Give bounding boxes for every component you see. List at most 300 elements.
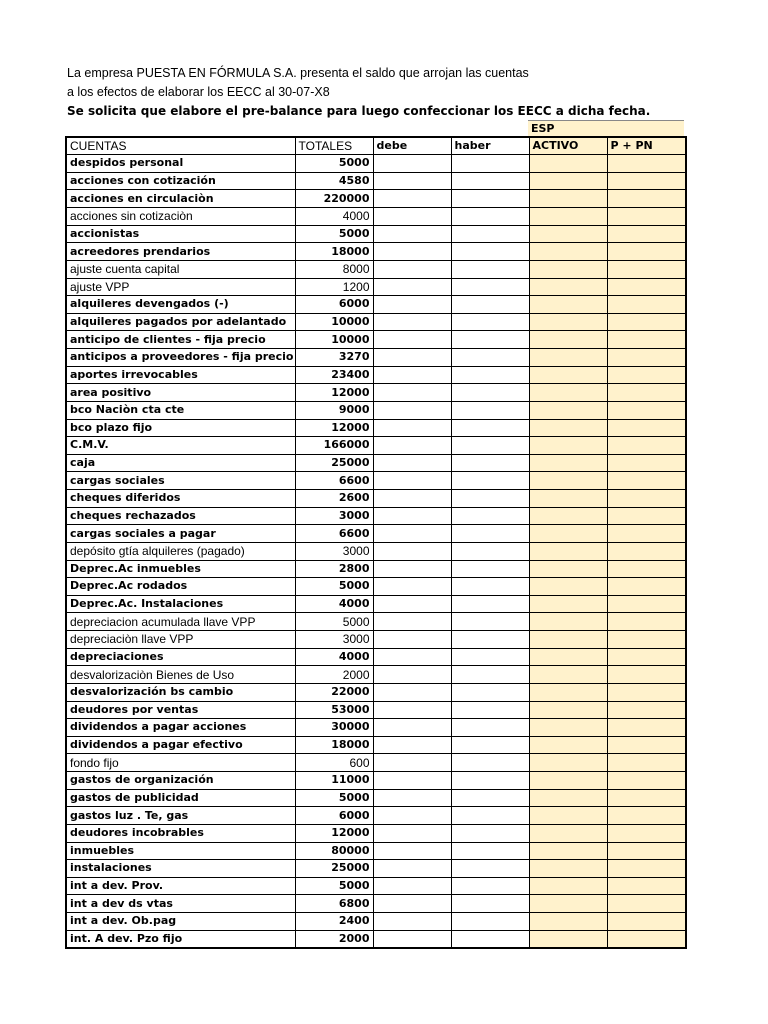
debe-cell[interactable] (373, 736, 451, 754)
activo-cell[interactable] (529, 930, 607, 948)
ppn-cell[interactable] (607, 401, 686, 419)
account-name-cell[interactable]: int a dev. Prov. (66, 877, 295, 895)
table-row (66, 842, 686, 860)
debe-cell[interactable] (373, 683, 451, 701)
total-cell[interactable]: 600 (295, 754, 373, 772)
ppn-cell[interactable] (607, 631, 686, 649)
haber-cell[interactable] (451, 331, 529, 349)
activo-cell[interactable] (529, 507, 607, 525)
account-name-cell[interactable]: acciones en circulaciòn (66, 190, 295, 208)
ppn-cell[interactable] (607, 913, 686, 931)
ppn-cell[interactable] (607, 701, 686, 719)
haber-cell[interactable] (451, 190, 529, 208)
account-name-cell[interactable]: dividendos a pagar acciones (66, 719, 295, 737)
account-name-cell[interactable]: bco plazo fijo (66, 419, 295, 437)
total-cell[interactable]: 10000 (295, 331, 373, 349)
activo-cell[interactable] (529, 454, 607, 472)
haber-cell[interactable] (451, 296, 529, 314)
total-cell[interactable]: 12000 (295, 824, 373, 842)
ppn-cell[interactable] (607, 666, 686, 684)
debe-cell[interactable] (373, 172, 451, 190)
haber-cell[interactable] (451, 754, 529, 772)
table-row (66, 507, 686, 525)
intro-line-1: La empresa PUESTA EN FÓRMULA S.A. presenta el saldo que arrojan las cuentas (67, 66, 529, 80)
table-row (66, 542, 686, 560)
ppn-cell[interactable] (607, 772, 686, 790)
account-name-cell[interactable]: fondo fijo (66, 754, 295, 772)
total-cell[interactable]: 8000 (295, 260, 373, 278)
debe-cell[interactable] (373, 454, 451, 472)
activo-cell[interactable] (529, 719, 607, 737)
activo-cell[interactable] (529, 736, 607, 754)
table-row (66, 719, 686, 737)
account-name-cell[interactable]: accionistas (66, 225, 295, 243)
table-row (66, 895, 686, 913)
table-row (66, 296, 686, 314)
table-row (66, 913, 686, 931)
ppn-cell[interactable] (607, 842, 686, 860)
debe-cell[interactable] (373, 331, 451, 349)
table-row (66, 437, 686, 455)
ppn-cell[interactable] (607, 683, 686, 701)
header-haber[interactable]: haber (451, 137, 529, 155)
account-name-cell[interactable]: desvalorizaciòn Bienes de Uso (66, 666, 295, 684)
account-name-cell[interactable]: deudores por ventas (66, 701, 295, 719)
haber-cell[interactable] (451, 366, 529, 384)
total-cell[interactable]: 22000 (295, 683, 373, 701)
total-cell[interactable]: 5000 (295, 155, 373, 173)
activo-cell[interactable] (529, 613, 607, 631)
haber-cell[interactable] (451, 877, 529, 895)
haber-cell[interactable] (451, 701, 529, 719)
header-debe[interactable]: debe (373, 137, 451, 155)
ppn-cell[interactable] (607, 930, 686, 948)
activo-cell[interactable] (529, 313, 607, 331)
header-activo[interactable]: ACTIVO (529, 137, 607, 155)
haber-cell[interactable] (451, 384, 529, 402)
haber-cell[interactable] (451, 631, 529, 649)
haber-cell[interactable] (451, 772, 529, 790)
account-name-cell[interactable]: dividendos a pagar efectivo (66, 736, 295, 754)
account-name-cell[interactable]: ajuste VPP (66, 278, 295, 296)
account-name-cell[interactable]: depreciacion acumulada llave VPP (66, 613, 295, 631)
activo-cell[interactable] (529, 631, 607, 649)
debe-cell[interactable] (373, 613, 451, 631)
haber-cell[interactable] (451, 401, 529, 419)
ppn-cell[interactable] (607, 736, 686, 754)
debe-cell[interactable] (373, 349, 451, 367)
ppn-cell[interactable] (607, 860, 686, 878)
account-name-cell[interactable]: alquileres devengados (-) (66, 296, 295, 314)
debe-cell[interactable] (373, 789, 451, 807)
total-cell[interactable]: 220000 (295, 190, 373, 208)
total-cell[interactable]: 2000 (295, 930, 373, 948)
total-cell[interactable]: 10000 (295, 313, 373, 331)
table-row (66, 172, 686, 190)
debe-cell[interactable] (373, 296, 451, 314)
activo-cell[interactable] (529, 243, 607, 261)
total-cell[interactable]: 6600 (295, 472, 373, 490)
ppn-cell[interactable] (607, 719, 686, 737)
activo-cell[interactable] (529, 525, 607, 543)
total-cell[interactable]: 18000 (295, 736, 373, 754)
debe-cell[interactable] (373, 278, 451, 296)
ppn-cell[interactable] (607, 578, 686, 596)
debe-cell[interactable] (373, 860, 451, 878)
ppn-cell[interactable] (607, 366, 686, 384)
account-name-cell[interactable]: gastos de publicidad (66, 789, 295, 807)
activo-cell[interactable] (529, 419, 607, 437)
total-cell[interactable]: 3000 (295, 542, 373, 560)
haber-cell[interactable] (451, 595, 529, 613)
haber-cell[interactable] (451, 789, 529, 807)
total-cell[interactable]: 1200 (295, 278, 373, 296)
debe-cell[interactable] (373, 701, 451, 719)
ppn-cell[interactable] (607, 155, 686, 173)
haber-cell[interactable] (451, 860, 529, 878)
total-cell[interactable]: 9000 (295, 401, 373, 419)
account-name-cell[interactable]: gastos luz . Te, gas (66, 807, 295, 825)
account-name-cell[interactable]: cargas sociales a pagar (66, 525, 295, 543)
header-ppn[interactable]: P + PN (607, 137, 686, 155)
total-cell[interactable]: 4580 (295, 172, 373, 190)
debe-cell[interactable] (373, 260, 451, 278)
ppn-cell[interactable] (607, 419, 686, 437)
total-cell[interactable]: 5000 (295, 613, 373, 631)
haber-cell[interactable] (451, 560, 529, 578)
total-cell[interactable]: 3000 (295, 631, 373, 649)
activo-cell[interactable] (529, 401, 607, 419)
total-cell[interactable]: 80000 (295, 842, 373, 860)
haber-cell[interactable] (451, 490, 529, 508)
account-name-cell[interactable]: alquileres pagados por adelantado (66, 313, 295, 331)
haber-cell[interactable] (451, 525, 529, 543)
ppn-cell[interactable] (607, 648, 686, 666)
account-name-cell[interactable]: area positivo (66, 384, 295, 402)
debe-cell[interactable] (373, 560, 451, 578)
debe-cell[interactable] (373, 842, 451, 860)
total-cell[interactable]: 166000 (295, 437, 373, 455)
esp-header: ESP (528, 120, 684, 136)
debe-cell[interactable] (373, 542, 451, 560)
ppn-cell[interactable] (607, 349, 686, 367)
ppn-cell[interactable] (607, 454, 686, 472)
debe-cell[interactable] (373, 243, 451, 261)
activo-cell[interactable] (529, 666, 607, 684)
activo-cell[interactable] (529, 877, 607, 895)
haber-cell[interactable] (451, 172, 529, 190)
debe-cell[interactable] (373, 631, 451, 649)
haber-cell[interactable] (451, 155, 529, 173)
activo-cell[interactable] (529, 754, 607, 772)
debe-cell[interactable] (373, 525, 451, 543)
account-name-cell[interactable]: anticipos a proveedores - fija precio (66, 349, 295, 367)
haber-cell[interactable] (451, 208, 529, 226)
total-cell[interactable]: 5000 (295, 789, 373, 807)
activo-cell[interactable] (529, 208, 607, 226)
activo-cell[interactable] (529, 172, 607, 190)
activo-cell[interactable] (529, 895, 607, 913)
haber-cell[interactable] (451, 648, 529, 666)
activo-cell[interactable] (529, 349, 607, 367)
haber-cell[interactable] (451, 454, 529, 472)
total-cell[interactable]: 30000 (295, 719, 373, 737)
ppn-cell[interactable] (607, 754, 686, 772)
ppn-cell[interactable] (607, 313, 686, 331)
haber-cell[interactable] (451, 683, 529, 701)
header-cuentas[interactable]: CUENTAS (66, 137, 295, 155)
debe-cell[interactable] (373, 772, 451, 790)
haber-cell[interactable] (451, 613, 529, 631)
ppn-cell[interactable] (607, 278, 686, 296)
account-name-cell[interactable]: cheques rechazados (66, 507, 295, 525)
activo-cell[interactable] (529, 648, 607, 666)
activo-cell[interactable] (529, 683, 607, 701)
debe-cell[interactable] (373, 930, 451, 948)
ppn-cell[interactable] (607, 384, 686, 402)
haber-cell[interactable] (451, 472, 529, 490)
activo-cell[interactable] (529, 384, 607, 402)
debe-cell[interactable] (373, 208, 451, 226)
activo-cell[interactable] (529, 331, 607, 349)
ppn-cell[interactable] (607, 560, 686, 578)
debe-cell[interactable] (373, 877, 451, 895)
total-cell[interactable]: 18000 (295, 243, 373, 261)
total-cell[interactable]: 53000 (295, 701, 373, 719)
haber-cell[interactable] (451, 930, 529, 948)
haber-cell[interactable] (451, 313, 529, 331)
total-cell[interactable]: 25000 (295, 454, 373, 472)
account-name-cell[interactable]: anticipo de clientes - fija precio (66, 331, 295, 349)
total-cell[interactable]: 12000 (295, 384, 373, 402)
haber-cell[interactable] (451, 736, 529, 754)
account-name-cell[interactable]: inmuebles (66, 842, 295, 860)
total-cell[interactable]: 3000 (295, 507, 373, 525)
debe-cell[interactable] (373, 313, 451, 331)
activo-cell[interactable] (529, 913, 607, 931)
haber-cell[interactable] (451, 437, 529, 455)
table-row (66, 525, 686, 543)
account-name-cell[interactable]: Deprec.Ac. Instalaciones (66, 595, 295, 613)
total-cell[interactable]: 2600 (295, 490, 373, 508)
activo-cell[interactable] (529, 824, 607, 842)
debe-cell[interactable] (373, 754, 451, 772)
ppn-cell[interactable] (607, 190, 686, 208)
debe-cell[interactable] (373, 472, 451, 490)
total-cell[interactable]: 3270 (295, 349, 373, 367)
debe-cell[interactable] (373, 895, 451, 913)
table-row (66, 155, 686, 173)
table-row (66, 331, 686, 349)
activo-cell[interactable] (529, 190, 607, 208)
activo-cell[interactable] (529, 437, 607, 455)
table-row (66, 631, 686, 649)
debe-cell[interactable] (373, 437, 451, 455)
account-name-cell[interactable]: ajuste cuenta capital (66, 260, 295, 278)
total-cell[interactable]: 5000 (295, 578, 373, 596)
debe-cell[interactable] (373, 190, 451, 208)
table-row (66, 736, 686, 754)
account-name-cell[interactable]: acciones sin cotizaciòn (66, 208, 295, 226)
total-cell[interactable]: 4000 (295, 648, 373, 666)
account-name-cell[interactable]: Deprec.Ac inmuebles (66, 560, 295, 578)
account-name-cell[interactable]: int. A dev. Pzo fijo (66, 930, 295, 948)
activo-cell[interactable] (529, 155, 607, 173)
haber-cell[interactable] (451, 824, 529, 842)
ppn-cell[interactable] (607, 595, 686, 613)
ppn-cell[interactable] (607, 472, 686, 490)
ppn-cell[interactable] (607, 260, 686, 278)
haber-cell[interactable] (451, 243, 529, 261)
debe-cell[interactable] (373, 595, 451, 613)
table-row (66, 313, 686, 331)
debe-cell[interactable] (373, 401, 451, 419)
account-name-cell[interactable]: caja (66, 454, 295, 472)
account-name-cell[interactable]: int a dev ds vtas (66, 895, 295, 913)
debe-cell[interactable] (373, 648, 451, 666)
haber-cell[interactable] (451, 349, 529, 367)
total-cell[interactable]: 4000 (295, 595, 373, 613)
ppn-cell[interactable] (607, 807, 686, 825)
ppn-cell[interactable] (607, 208, 686, 226)
haber-cell[interactable] (451, 913, 529, 931)
activo-cell[interactable] (529, 860, 607, 878)
debe-cell[interactable] (373, 824, 451, 842)
total-cell[interactable]: 5000 (295, 877, 373, 895)
ppn-cell[interactable] (607, 824, 686, 842)
haber-cell[interactable] (451, 419, 529, 437)
total-cell[interactable]: 2000 (295, 666, 373, 684)
account-name-cell[interactable]: depósito gtía alquileres (pagado) (66, 542, 295, 560)
activo-cell[interactable] (529, 578, 607, 596)
ppn-cell[interactable] (607, 507, 686, 525)
haber-cell[interactable] (451, 260, 529, 278)
activo-cell[interactable] (529, 472, 607, 490)
intro-text (67, 64, 707, 121)
account-name-cell[interactable]: C.M.V. (66, 437, 295, 455)
ppn-cell[interactable] (607, 613, 686, 631)
activo-cell[interactable] (529, 366, 607, 384)
debe-cell[interactable] (373, 490, 451, 508)
activo-cell[interactable] (529, 225, 607, 243)
debe-cell[interactable] (373, 419, 451, 437)
activo-cell[interactable] (529, 595, 607, 613)
haber-cell[interactable] (451, 842, 529, 860)
haber-cell[interactable] (451, 895, 529, 913)
haber-cell[interactable] (451, 225, 529, 243)
account-name-cell[interactable]: instalaciones (66, 860, 295, 878)
total-cell[interactable]: 6600 (295, 525, 373, 543)
table-row (66, 701, 686, 719)
ppn-cell[interactable] (607, 877, 686, 895)
total-cell[interactable]: 23400 (295, 366, 373, 384)
debe-cell[interactable] (373, 666, 451, 684)
total-cell[interactable]: 12000 (295, 419, 373, 437)
account-name-cell[interactable]: depreciaciones (66, 648, 295, 666)
total-cell[interactable]: 6000 (295, 296, 373, 314)
account-name-cell[interactable]: gastos de organización (66, 772, 295, 790)
total-cell[interactable]: 11000 (295, 772, 373, 790)
activo-cell[interactable] (529, 789, 607, 807)
account-name-cell[interactable]: acciones con cotización (66, 172, 295, 190)
total-cell[interactable]: 6800 (295, 895, 373, 913)
haber-cell[interactable] (451, 578, 529, 596)
table-row (66, 666, 686, 684)
account-name-cell[interactable]: Deprec.Ac rodados (66, 578, 295, 596)
activo-cell[interactable] (529, 772, 607, 790)
total-cell[interactable]: 4000 (295, 208, 373, 226)
account-name-cell[interactable]: despidos personal (66, 155, 295, 173)
debe-cell[interactable] (373, 578, 451, 596)
ppn-cell[interactable] (607, 789, 686, 807)
account-name-cell[interactable]: depreciaciòn llave VPP (66, 631, 295, 649)
activo-cell[interactable] (529, 260, 607, 278)
haber-cell[interactable] (451, 807, 529, 825)
ppn-cell[interactable] (607, 895, 686, 913)
total-cell[interactable]: 2800 (295, 560, 373, 578)
activo-cell[interactable] (529, 542, 607, 560)
debe-cell[interactable] (373, 807, 451, 825)
activo-cell[interactable] (529, 807, 607, 825)
debe-cell[interactable] (373, 719, 451, 737)
haber-cell[interactable] (451, 719, 529, 737)
haber-cell[interactable] (451, 666, 529, 684)
activo-cell[interactable] (529, 842, 607, 860)
debe-cell[interactable] (373, 366, 451, 384)
ppn-cell[interactable] (607, 542, 686, 560)
total-cell[interactable]: 6000 (295, 807, 373, 825)
ppn-cell[interactable] (607, 243, 686, 261)
haber-cell[interactable] (451, 507, 529, 525)
total-cell[interactable]: 2400 (295, 913, 373, 931)
header-totales[interactable]: TOTALES (295, 137, 373, 155)
activo-cell[interactable] (529, 701, 607, 719)
account-name-cell[interactable]: deudores incobrables (66, 824, 295, 842)
account-name-cell[interactable]: aportes irrevocables (66, 366, 295, 384)
account-name-cell[interactable]: cheques diferidos (66, 490, 295, 508)
activo-cell[interactable] (529, 296, 607, 314)
table-row (66, 683, 686, 701)
account-name-cell[interactable]: bco Naciòn cta cte (66, 401, 295, 419)
ppn-cell[interactable] (607, 331, 686, 349)
haber-cell[interactable] (451, 278, 529, 296)
table-row (66, 578, 686, 596)
total-cell[interactable]: 5000 (295, 225, 373, 243)
haber-cell[interactable] (451, 542, 529, 560)
ppn-cell[interactable] (607, 225, 686, 243)
debe-cell[interactable] (373, 507, 451, 525)
ppn-cell[interactable] (607, 437, 686, 455)
debe-cell[interactable] (373, 384, 451, 402)
ppn-cell[interactable] (607, 296, 686, 314)
debe-cell[interactable] (373, 225, 451, 243)
debe-cell[interactable] (373, 913, 451, 931)
account-name-cell[interactable]: acreedores prendarios (66, 243, 295, 261)
account-name-cell[interactable]: int a dev. Ob.pag (66, 913, 295, 931)
account-name-cell[interactable]: cargas sociales (66, 472, 295, 490)
intro-line-2: a los efectos de elaborar los EECC al 30-07-X8 (67, 85, 330, 99)
table-row (66, 243, 686, 261)
activo-cell[interactable] (529, 560, 607, 578)
ppn-cell[interactable] (607, 525, 686, 543)
debe-cell[interactable] (373, 155, 451, 173)
ppn-cell[interactable] (607, 172, 686, 190)
account-name-cell[interactable]: desvalorización bs cambio (66, 683, 295, 701)
total-cell[interactable]: 25000 (295, 860, 373, 878)
ppn-cell[interactable] (607, 490, 686, 508)
activo-cell[interactable] (529, 490, 607, 508)
activo-cell[interactable] (529, 278, 607, 296)
